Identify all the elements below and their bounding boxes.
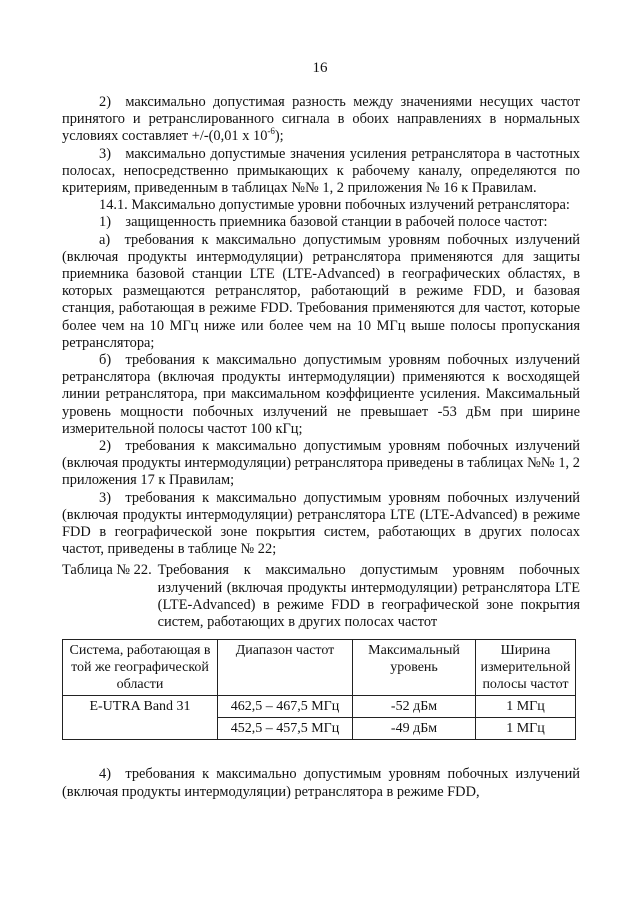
page-number: 16 bbox=[312, 60, 328, 76]
document-body bbox=[62, 94, 580, 801]
column-header: Максимальный уровень bbox=[353, 640, 476, 696]
table-row bbox=[63, 696, 576, 718]
table-caption-label: Таблица № 22. bbox=[62, 562, 152, 579]
table-cell-system: E-UTRA Band 31 bbox=[63, 696, 218, 740]
paragraph: а) требования к максимально допустимым уровням побочных излучений (включая продукты интермодуляции) ретранслятора применяются для защиты приемника базовой станции LTE (LTE-Advanced) в географических областях, в которых размещаются ретранслятор, работающий в режиме FDD, и базовая станция, работающая в режиме FDD. Требования применяются для частот, которые более чем на 10 МГц ниже или более чем на 10 МГц выше полосы пропускания ретранслятора; bbox=[62, 231, 580, 351]
paragraph: 4) требования к максимально допустимым уровням побочных излучений (включая продукты интермодуляции) ретранслятора в режиме FDD, bbox=[62, 766, 580, 800]
table-cell-level: -52 дБм bbox=[353, 696, 476, 718]
table-cell-bandwidth: 1 МГц bbox=[476, 718, 576, 740]
paragraph: 2) максимально допустимая разность между значениями несущих частот принятого и ретранслированного сигнала в обоих направлениях в нормальных условиях составляет +/-(0,01 х $10^{-6}$); bbox=[62, 94, 580, 145]
column-header: Система, работающая в той же географической области bbox=[63, 640, 218, 696]
table-cell-range: 462,5 – 467,5 МГц bbox=[218, 696, 353, 718]
table-caption bbox=[62, 562, 580, 631]
superscript: -6 bbox=[267, 126, 275, 137]
column-header: Диапазон частот bbox=[218, 640, 353, 696]
table-cell-range: 452,5 – 457,5 МГц bbox=[218, 718, 353, 740]
table-caption-text: Требования к максимально допустимым уровням побочных излучений (включая продукты интермодуляции) ретранслятора LTE (LTE-Advanced) в режиме FDD в географической зоне покрытия систем, работающих в других полосах частот bbox=[157, 562, 580, 631]
paragraph: б) требования к максимально допустимым уровням побочных излучений ретранслятора (включая продукты интермодуляции) применяются к восходящей линии ретранслятора, при максимальном коэффициенте усиления. Максимальный уровень мощности побочных излучений не превышает -53 дБм при ширине измерительной полосы частот 100 кГц; bbox=[62, 352, 580, 437]
paragraph: 2) требования к максимально допустимым уровням побочных излучений (включая продукты интермодуляции) ретранслятора приведены в таблицах №№ 1, 2 приложения 17 к Правилам; bbox=[62, 438, 580, 489]
paragraph: 3) требования к максимально допустимым уровням побочных излучений (включая продукты интермодуляции) ретранслятора LTE (LTE-Advanced) в режиме FDD в географической зоне покрытия систем, работающих в других полосах частот, приведены в таблице № 22; bbox=[62, 489, 580, 558]
table-cell-level: -49 дБм bbox=[353, 718, 476, 740]
paragraph: 3) максимально допустимые значения усиления ретранслятора в частотных полосах, непосредственно примыкающих к рабочему каналу, определяются по критериям, приведенным в таблицах №№ 1, 2 приложения № 16 к Правилам. bbox=[62, 145, 580, 197]
paragraph: 1) защищенность приемника базовой станции в рабочей полосе частот: bbox=[99, 214, 548, 231]
paragraph: 14.1. Максимально допустимые уровни побочных излучений ретранслятора: bbox=[99, 197, 570, 214]
table-cell-bandwidth: 1 МГц bbox=[476, 696, 576, 718]
table-22 bbox=[62, 639, 576, 740]
table-header-row bbox=[63, 640, 576, 696]
column-header: Ширина измерительной полосы частот bbox=[476, 640, 576, 696]
